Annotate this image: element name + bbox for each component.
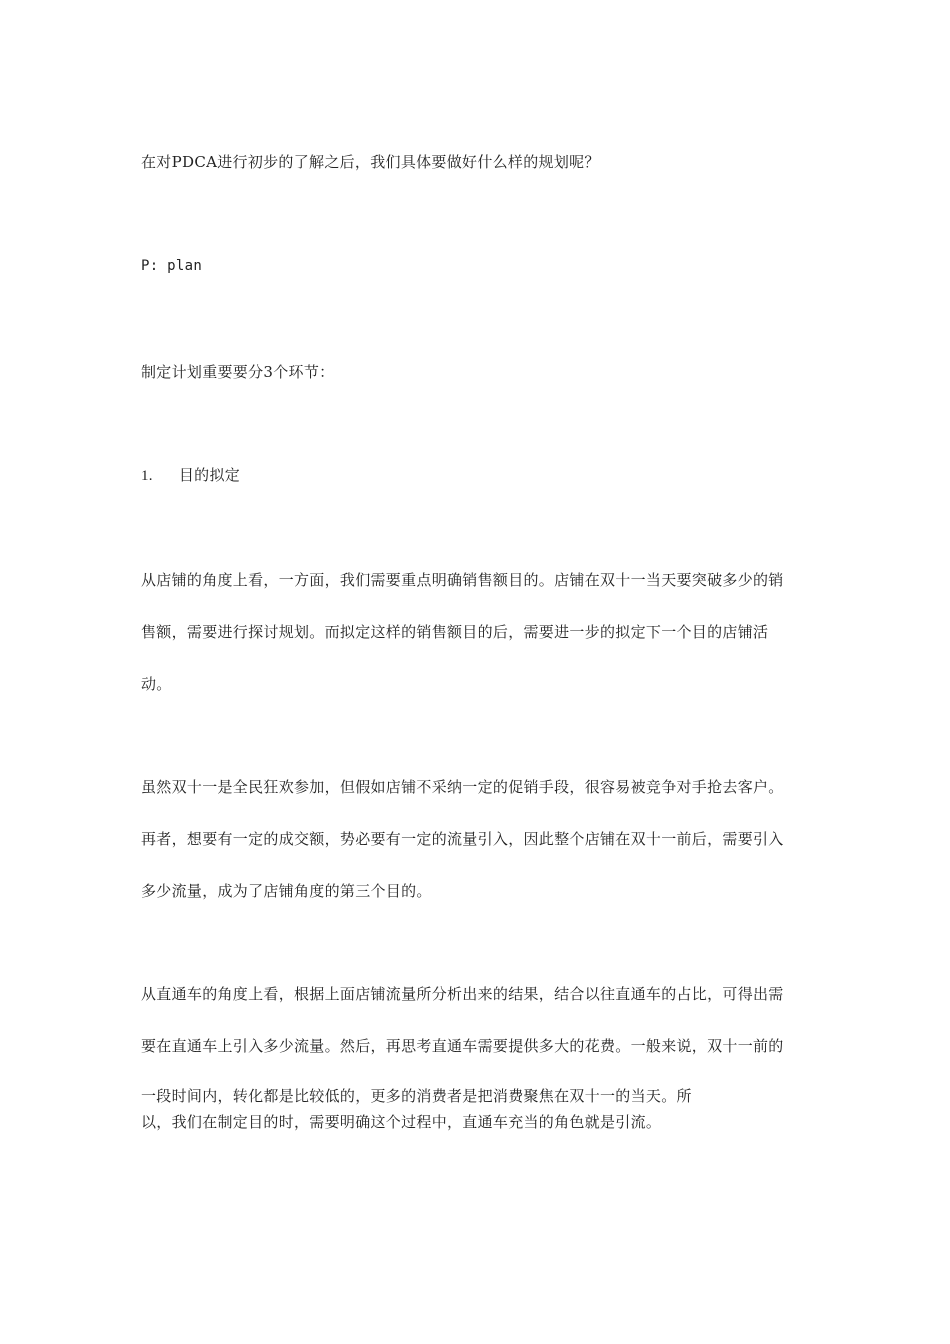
para3-line2: 要在直通车上引入多少流量。然后，再思考直通车需要提供多大的花费。一般来说，双十一前的 (141, 1037, 784, 1055)
para2-line2: 再者，想要有一定的成交额，势必要有一定的流量引入，因此整个店铺在双十一前后，需要引入 (141, 830, 784, 848)
para1-line1: 从店铺的角度上看，一方面，我们需要重点明确销售额目的。店铺在双十一当天要突破多少的销 (141, 571, 784, 589)
list-item-number: 1. (141, 468, 153, 484)
para2-line1: 虽然双十一是全民狂欢参加，但假如店铺不采纳一定的促销手段，很容易被竞争对手抢去客户。 (141, 778, 784, 796)
para3-line3: 一段时间内，转化都是比较低的，更多的消费者是把消费聚焦在双十一的当天。所 (141, 1087, 692, 1105)
para3-line4: 以，我们在制定目的时，需要明确这个过程中，直通车充当的角色就是引流。 (141, 1113, 662, 1131)
para1-line3: 动。 (141, 675, 172, 693)
list-item-1 (141, 465, 240, 486)
para1-line2: 售额，需要进行探讨规划。而拟定这样的销售额目的后，需要进一步的拟定下一个目的店铺活 (141, 623, 769, 641)
list-item-label: 目的拟定 (178, 466, 241, 484)
intro-question: 在对PDCA进行初步的了解之后，我们具体要做好什么样的规划呢？ (141, 153, 600, 171)
para2-line3: 多少流量，成为了店铺角度的第三个目的。 (141, 882, 432, 900)
plan-intro: 制定计划重要要分3个环节： (141, 363, 335, 381)
heading-plan: P: plan (141, 258, 203, 274)
para3-line1: 从直通车的角度上看，根据上面店铺流量所分析出来的结果，结合以往直通车的占比，可得出需 (141, 985, 784, 1003)
